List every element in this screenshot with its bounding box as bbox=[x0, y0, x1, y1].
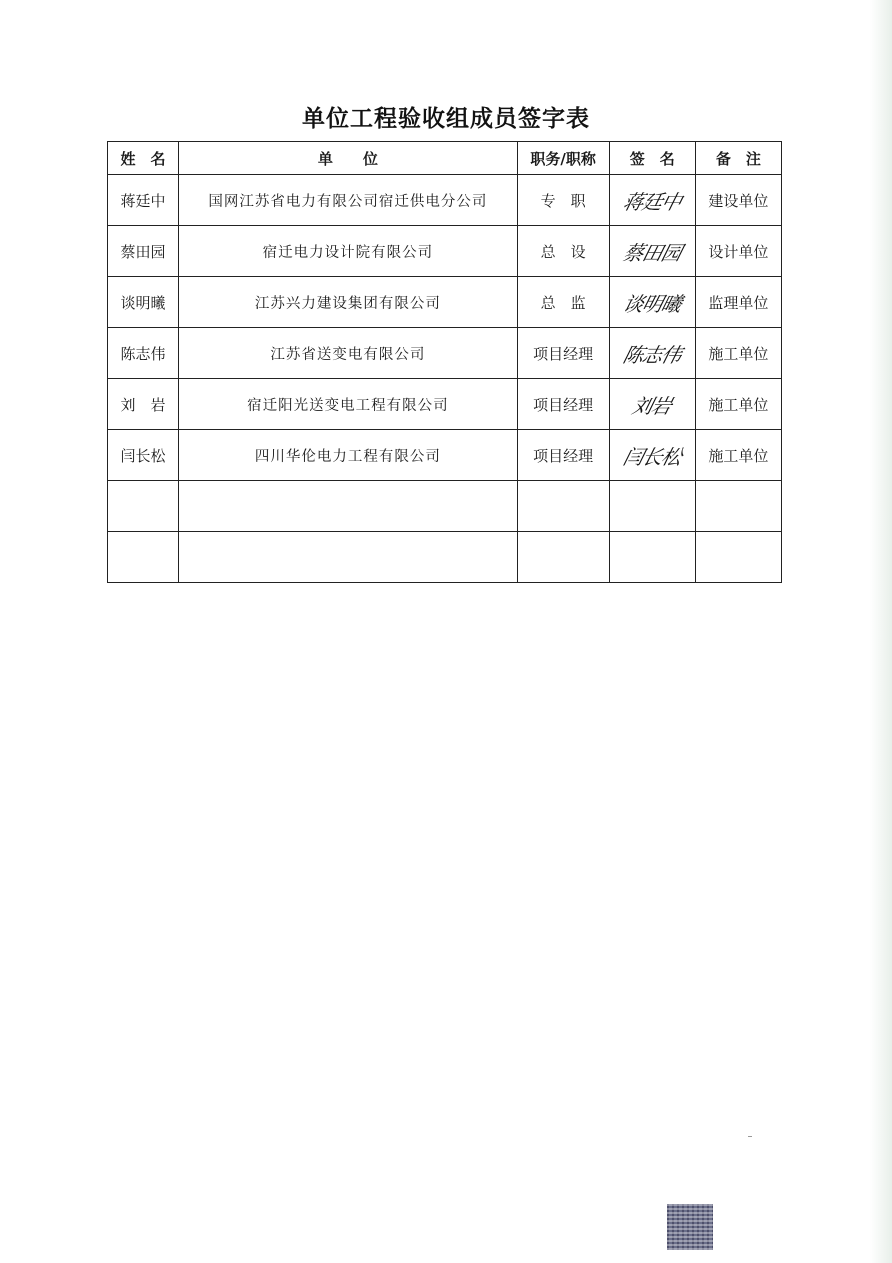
cell-remark: 施工单位 bbox=[695, 430, 781, 481]
cell-signature bbox=[607, 175, 698, 226]
cell-signature bbox=[607, 328, 698, 379]
table-row-empty bbox=[108, 481, 782, 532]
cell-unit bbox=[179, 532, 518, 583]
header-duty: 职务/职称 bbox=[517, 142, 609, 175]
cell-name: 闫长松 bbox=[108, 430, 179, 481]
cell-remark: 施工单位 bbox=[695, 328, 781, 379]
cell-name: 刘 岩 bbox=[108, 379, 179, 430]
cell-duty: 项目经理 bbox=[517, 430, 609, 481]
cell-signature bbox=[607, 481, 698, 532]
cell-duty: 项目经理 bbox=[517, 379, 609, 430]
page-title: 单位工程验收组成员签字表 bbox=[302, 105, 590, 132]
header-signature: 签 名 bbox=[609, 142, 695, 175]
cell-remark: 设计单位 bbox=[695, 226, 781, 277]
scan-speck bbox=[748, 1136, 752, 1137]
cell-name: 蔡田园 bbox=[108, 226, 179, 277]
scan-edge-shadow bbox=[870, 0, 892, 1263]
cell-unit: 江苏省送变电有限公司 bbox=[179, 328, 518, 379]
cell-signature bbox=[607, 226, 698, 277]
signature-table bbox=[107, 141, 782, 583]
cell-remark: 监理单位 bbox=[695, 277, 781, 328]
cell-signature bbox=[607, 430, 698, 481]
cell-remark bbox=[695, 532, 781, 583]
table-row bbox=[108, 379, 782, 430]
cell-duty bbox=[517, 481, 609, 532]
cell-remark bbox=[695, 481, 781, 532]
header-unit: 单 位 bbox=[179, 142, 518, 175]
cell-name: 谈明曦 bbox=[108, 277, 179, 328]
table-row bbox=[108, 175, 782, 226]
cell-name bbox=[108, 481, 179, 532]
handwritten-signature: 蔡田园 bbox=[620, 240, 684, 265]
cell-signature bbox=[607, 532, 698, 583]
table-row bbox=[108, 277, 782, 328]
cell-remark: 施工单位 bbox=[695, 379, 781, 430]
handwritten-signature: 刘岩 bbox=[629, 393, 674, 418]
handwritten-signature: 谈明曦 bbox=[620, 291, 684, 316]
table-row bbox=[108, 226, 782, 277]
cell-unit bbox=[179, 481, 518, 532]
table-header-row bbox=[108, 142, 782, 175]
cell-duty: 总 监 bbox=[517, 277, 609, 328]
table-row bbox=[108, 328, 782, 379]
table-row-empty bbox=[108, 532, 782, 583]
qr-code-icon bbox=[667, 1204, 713, 1250]
cell-signature bbox=[607, 277, 698, 328]
cell-name: 陈志伟 bbox=[108, 328, 179, 379]
cell-signature bbox=[607, 379, 698, 430]
cell-duty: 总 设 bbox=[517, 226, 609, 277]
cell-name: 蒋廷中 bbox=[108, 175, 179, 226]
cell-name bbox=[108, 532, 179, 583]
cell-duty bbox=[517, 532, 609, 583]
header-name: 姓 名 bbox=[108, 142, 179, 175]
table-row bbox=[108, 430, 782, 481]
cell-duty: 项目经理 bbox=[517, 328, 609, 379]
cell-duty: 专 职 bbox=[517, 175, 609, 226]
cell-unit: 宿迁电力设计院有限公司 bbox=[179, 226, 518, 277]
cell-remark: 建设单位 bbox=[695, 175, 781, 226]
handwritten-signature: 蒋廷中 bbox=[620, 189, 684, 214]
cell-unit: 宿迁阳光送变电工程有限公司 bbox=[179, 379, 518, 430]
header-remark: 备 注 bbox=[695, 142, 781, 175]
cell-unit: 四川华伦电力工程有限公司 bbox=[179, 430, 518, 481]
handwritten-signature: 陈志伟 bbox=[620, 342, 684, 367]
cell-unit: 国网江苏省电力有限公司宿迁供电分公司 bbox=[179, 175, 518, 226]
cell-unit: 江苏兴力建设集团有限公司 bbox=[179, 277, 518, 328]
handwritten-signature: 闫长松 bbox=[620, 444, 684, 469]
